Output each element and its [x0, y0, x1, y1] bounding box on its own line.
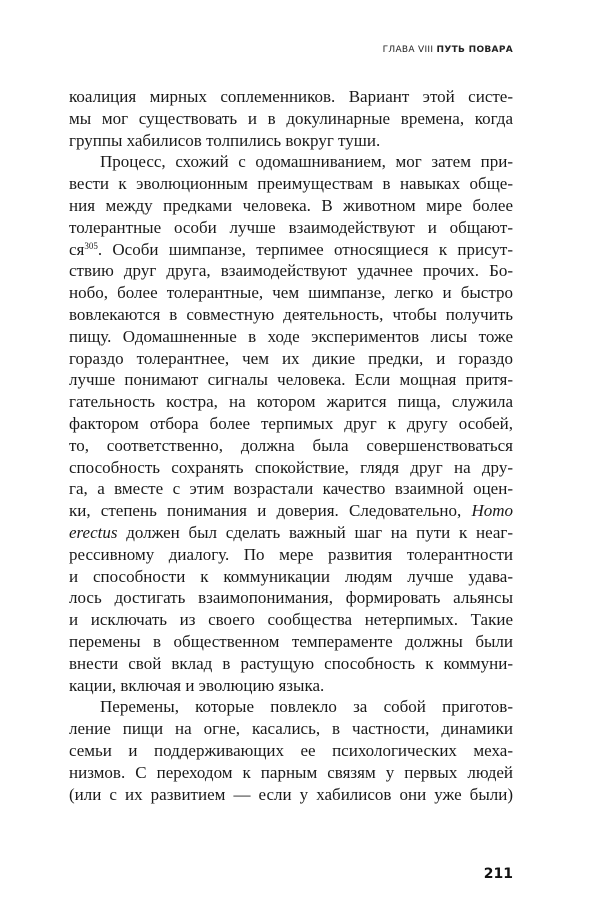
text-segment: га, а вместе с этим возрастали качество взаимной оцен- — [69, 479, 513, 499]
text-line — [69, 173, 513, 195]
text-line — [69, 195, 513, 217]
text-segment: семьи и поддерживающих ее психологических меха- — [69, 740, 513, 760]
text-segment: гательность костра, на котором жарится пища, служила — [69, 392, 513, 412]
text-line — [69, 544, 513, 566]
text-segment: толерантные особи лучше взаимодействуют и общают- — [69, 217, 513, 237]
text-line — [69, 413, 513, 435]
italic-text: erectus — [69, 522, 118, 542]
text-segment: лось достигать взаимопонимания, формировать альянсы — [69, 588, 513, 608]
text-segment: внести свой вклад в растущую способность к коммуни- — [69, 653, 513, 673]
text-line — [69, 587, 513, 609]
text-segment: ния между предками человека. В животном мире более — [69, 195, 513, 215]
text-segment: и исключать из своего сообщества нетерпимых. Такие — [69, 610, 513, 630]
text-segment: низмов. С переходом к парным связям у первых людей — [69, 762, 513, 782]
page-number: 211 — [483, 866, 513, 882]
text-line — [69, 108, 513, 130]
text-line — [69, 762, 513, 784]
text-segment: (или с их развитием — если у хабилисов они уже были) — [69, 784, 513, 804]
text-segment: вести к эволюционным преимуществам в навыках обще- — [69, 174, 513, 194]
text-segment: нобо, более толерантные, чем шимпанзе, легко и быстро — [69, 283, 513, 303]
text-segment: Перемены, которые повлекло за собой приготов- — [100, 697, 513, 717]
text-line — [69, 718, 513, 740]
text-segment: ки, степень понимания и доверия. Следовательно, — [69, 501, 472, 521]
text-line — [69, 522, 513, 544]
text-line — [69, 500, 513, 522]
text-line — [69, 130, 513, 152]
text-line — [69, 151, 513, 173]
text-segment: ся — [69, 239, 85, 259]
text-line — [69, 282, 513, 304]
text-line — [69, 740, 513, 762]
text-line — [69, 239, 513, 261]
text-segment: перемены в общественном темпераменте должны были — [69, 631, 513, 651]
chapter-title: ПУТЬ ПОВАРА — [436, 45, 513, 55]
text-segment: Процесс, схожий с одомашниванием, мог затем при- — [100, 152, 513, 172]
text-segment: ление пищи на огне, касались, в частности, динамики — [69, 719, 513, 739]
text-segment: вовлекаются в совместную деятельность, чтобы получить — [69, 304, 513, 324]
text-line — [69, 260, 513, 282]
text-line — [69, 435, 513, 457]
text-segment: и способности к коммуникации людям лучше удава- — [69, 566, 513, 586]
text-line — [69, 566, 513, 588]
text-segment: гораздо толерантнее, чем их дикие предки, и гораздо — [69, 348, 513, 368]
text-segment: ствию друг друга, взаимодействуют удачнее прочих. Бо- — [69, 261, 513, 281]
text-segment: . Особи шимпанзе, терпимее относящиеся к присут- — [97, 239, 513, 259]
text-segment: должен был сделать важный шаг на пути к неаг- — [117, 522, 513, 542]
text-line — [69, 217, 513, 239]
text-line — [69, 391, 513, 413]
text-segment: способность сохранять спокойствие, глядя друг на дру- — [69, 457, 513, 477]
text-segment: фактором отбора более терпимых друг к другу особей, — [69, 413, 513, 433]
text-segment: группы хабилисов толпились вокруг туши. — [69, 130, 381, 150]
text-line — [69, 369, 513, 391]
text-line — [69, 631, 513, 653]
text-line — [69, 348, 513, 370]
text-segment: лучше понимают сигналы человека. Если мощная притя- — [69, 370, 513, 390]
text-line — [69, 457, 513, 479]
text-line — [69, 675, 513, 697]
text-segment: мы мог существовать и в докулинарные времена, когда — [69, 108, 513, 128]
body-text — [69, 86, 513, 805]
text-line — [69, 326, 513, 348]
text-segment: то, соответственно, должна была совершенствоваться — [69, 435, 513, 455]
chapter-number: ГЛАВА VIII — [382, 45, 434, 55]
text-segment: коалиция мирных соплеменников. Вариант этой систе- — [69, 87, 513, 106]
running-header — [383, 45, 513, 55]
text-line — [69, 609, 513, 631]
text-line — [69, 478, 513, 500]
text-line — [69, 86, 513, 108]
italic-text: Homo — [471, 501, 513, 521]
text-line — [69, 784, 513, 806]
text-segment: пищу. Одомашненные в ходе экспериментов лисы тоже — [69, 326, 513, 346]
text-line — [69, 304, 513, 326]
footnote-ref: 305 — [84, 240, 98, 251]
text-segment: рессивному диалогу. По мере развития толерантности — [69, 544, 513, 564]
text-line — [69, 696, 513, 718]
text-segment: кации, включая и эволюцию языка. — [69, 675, 325, 695]
text-line — [69, 653, 513, 675]
